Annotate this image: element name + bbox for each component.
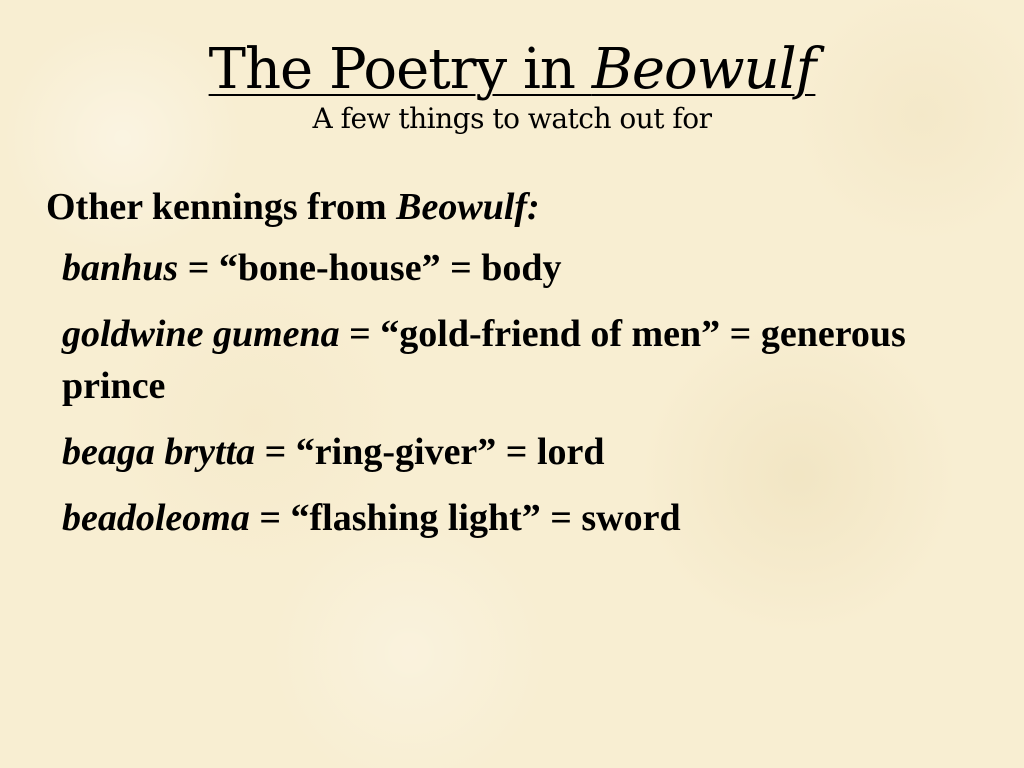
slide-title	[209, 36, 816, 104]
slide-title-text: The Poetry in	[208, 37, 592, 102]
kenning-term: goldwine gumena	[62, 313, 340, 355]
section-heading-italic: Beowulf:	[396, 186, 540, 228]
kenning-item	[62, 492, 986, 544]
kenning-definition: = “bone-house” = body	[178, 247, 562, 289]
kenning-term: beaga brytta	[62, 431, 256, 473]
kenning-definition: = “ring-giver” = lord	[255, 431, 605, 473]
slide-title-italic: Beowulf	[591, 37, 816, 102]
section-heading-text: Other kennings from	[46, 186, 397, 228]
content-area	[46, 182, 986, 558]
section-heading	[46, 182, 986, 232]
kenning-item	[62, 426, 986, 478]
kenning-item	[62, 308, 986, 412]
kenning-definition: = “flashing light” = sword	[249, 497, 681, 539]
kenning-term: banhus	[62, 247, 179, 289]
kenning-item	[62, 242, 986, 294]
kenning-term: beadoleoma	[62, 497, 250, 539]
title-block	[0, 36, 1024, 134]
kenning-definition: = “gold-friend of men” = generous prince	[62, 313, 906, 407]
slide-subtitle: A few things to watch out for	[312, 102, 712, 135]
